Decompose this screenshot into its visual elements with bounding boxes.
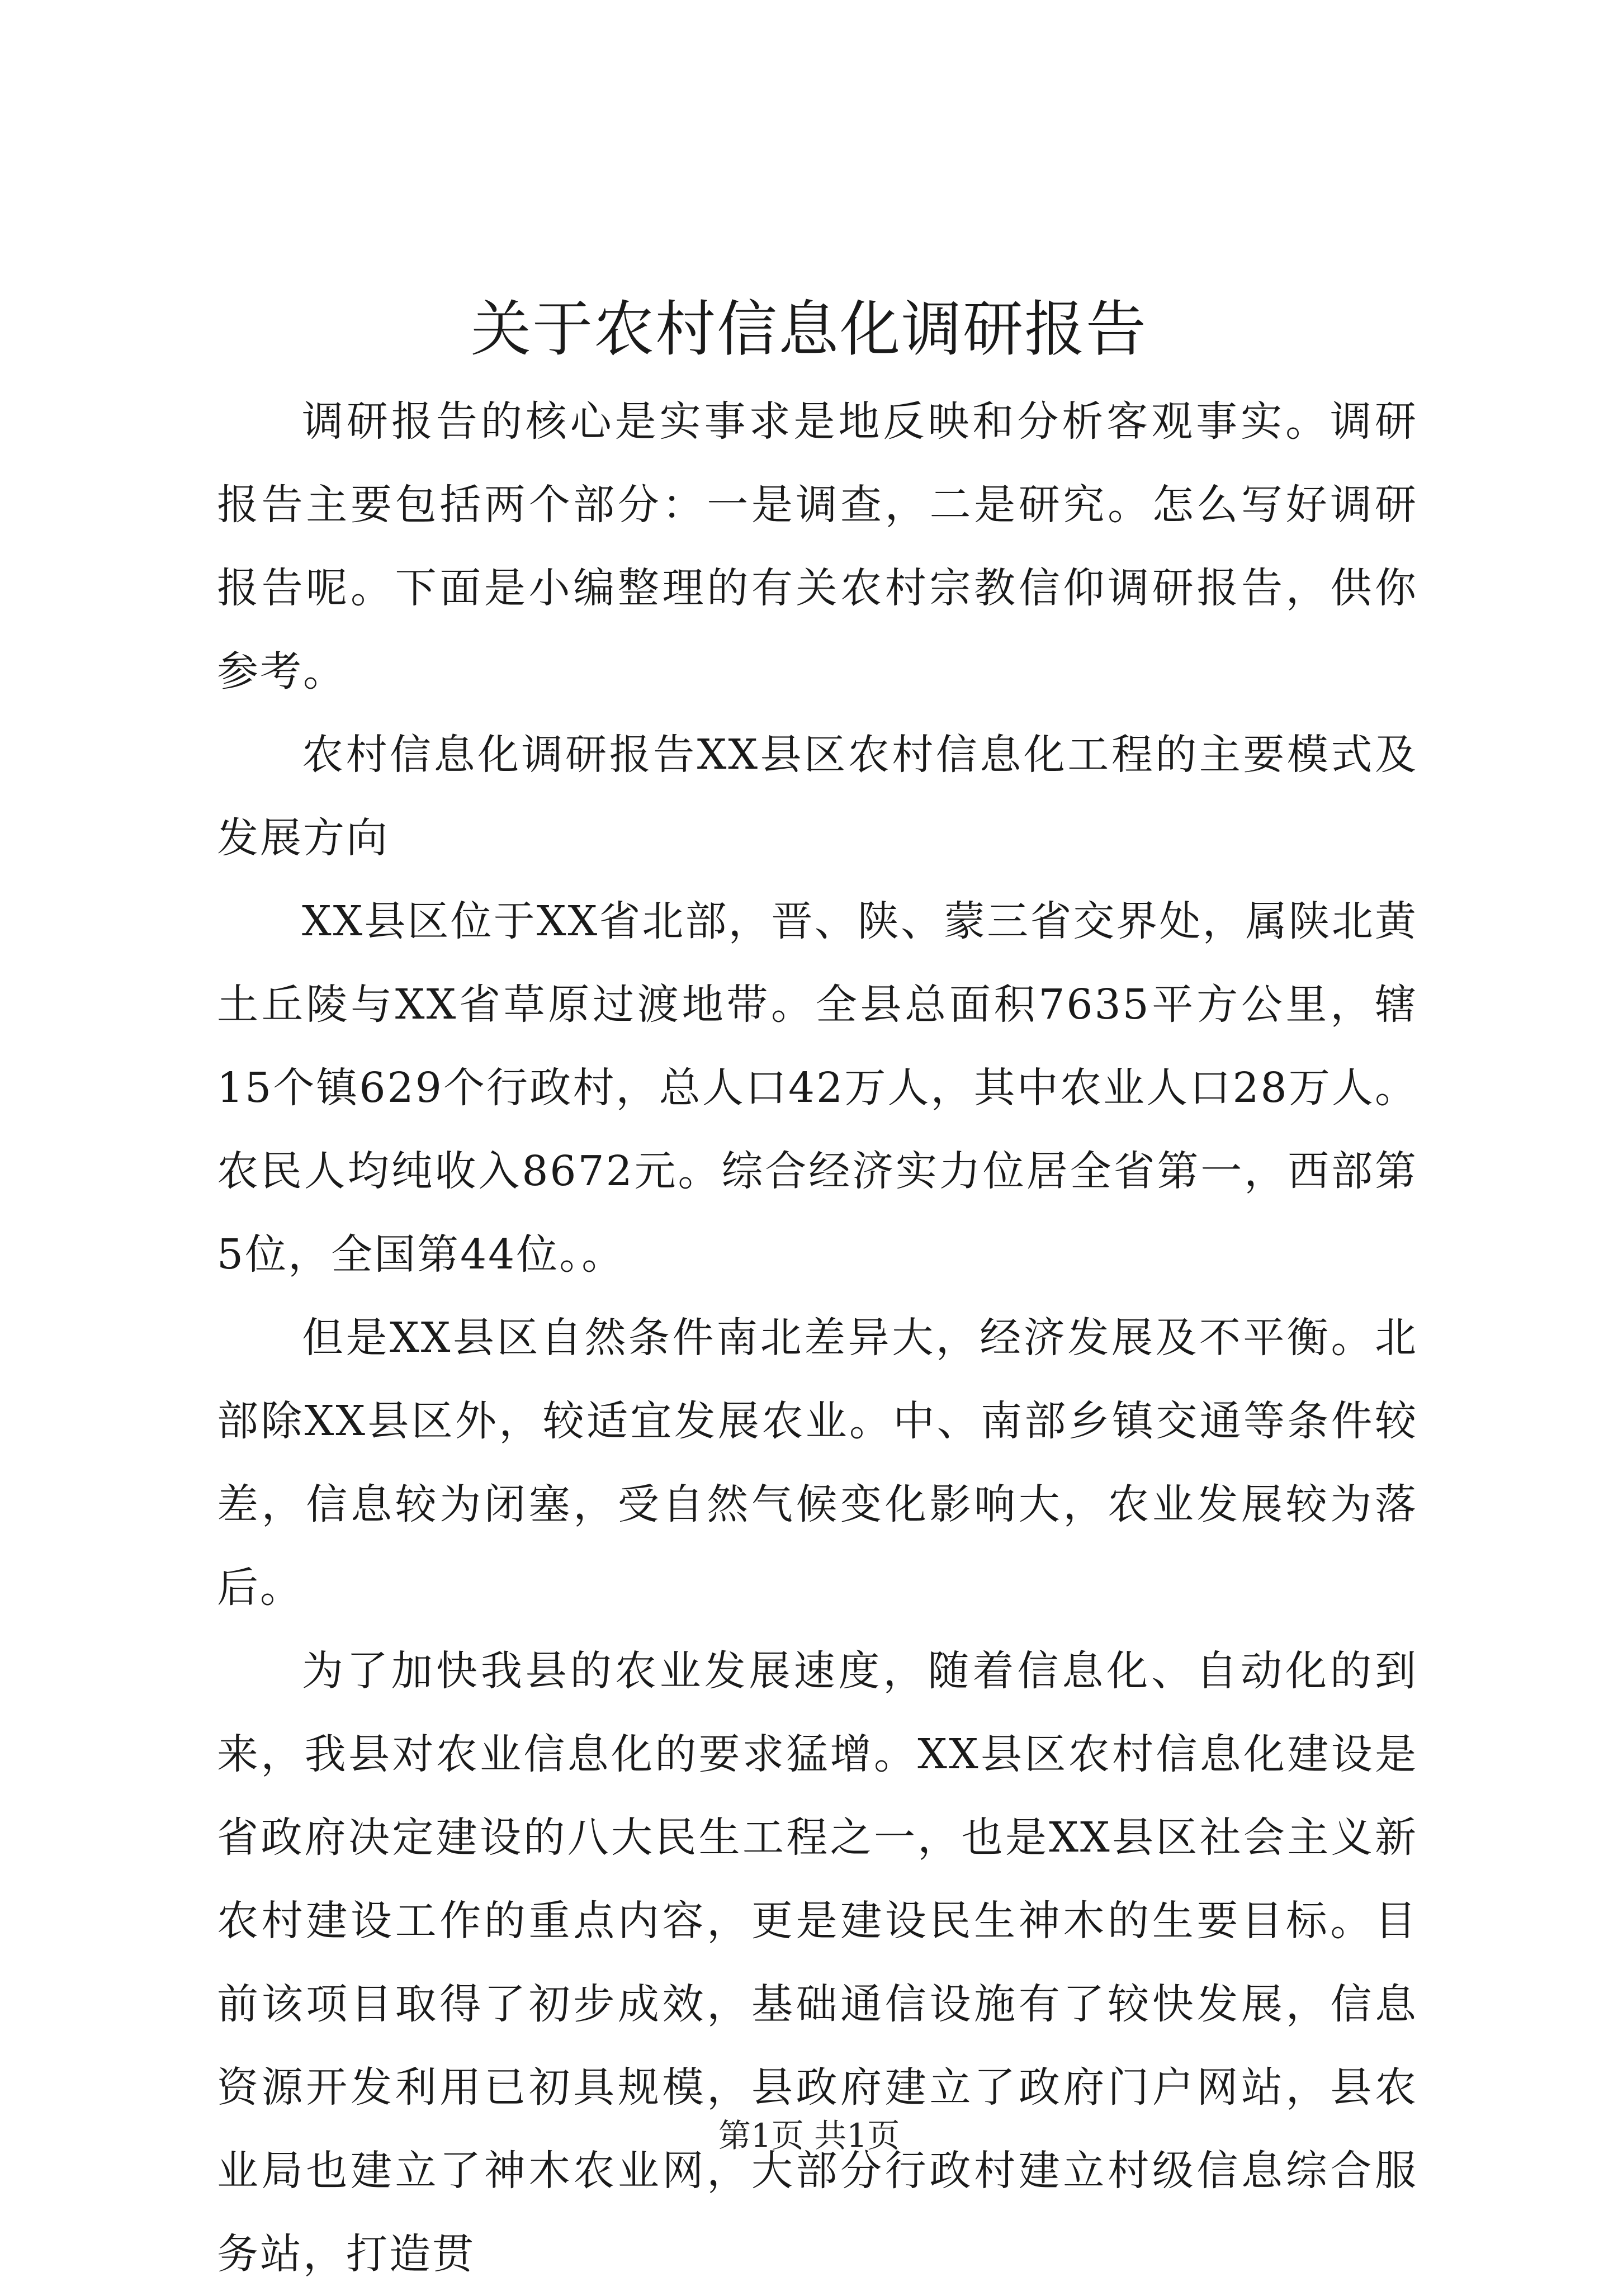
paragraph-informatization-progress: 为了加快我县的农业发展速度，随着信息化、自动化的到来，我县对农业信息化的要求猛增。XX县区农村信息化建设是省政府决定建设的八大民生工程之一，也是XX县区社会主义新农村建设工作的重点内容，更是建设民生神木的生要目标。目前该项目取得了初步成效，基础通信设施有了较快发展，信息资源开发利用已初具规模，县政府建立了政府门户网站，县农业局也建立了神木农业网，大部分行政村建立村级信息综合服务站，打造贯	[217, 1647, 1418, 2278]
paragraph-county-overview: XX县区位于XX省北部，晋、陕、蒙三省交界处，属陕北黄土丘陵与XX省草原过渡地带。全县总面积7635平方公里，辖15个镇629个行政村，总人口42万人，其中农业人口28万人。农民人均纯收入8672元。综合经济实力位居全省第一，西部第5位，全国第44位。。	[217, 897, 1418, 1279]
document-title: 关于农村信息化调研报告	[470, 295, 1147, 364]
paragraph-subtitle: 农村信息化调研报告XX县区农村信息化工程的主要模式及发展方向	[217, 731, 1418, 862]
page-number-footer: 第1页 共1页	[718, 2117, 900, 2155]
paragraph-intro: 调研报告的核心是实事求是地反映和分析客观事实。调研报告主要包括两个部分：一是调查，二是研究。怎么写好调研报告呢。下面是小编整理的有关农村宗教信仰调研报告，供你参考。	[217, 397, 1418, 695]
paragraph-regional-differences: 但是XX县区自然条件南北差异大，经济发展及不平衡。北部除XX县区外，较适宜发展农业。中、南部乡镇交通等条件较差，信息较为闭塞，受自然气候变化影响大，农业发展较为落后。	[217, 1314, 1418, 1612]
document-body	[217, 380, 1418, 2296]
